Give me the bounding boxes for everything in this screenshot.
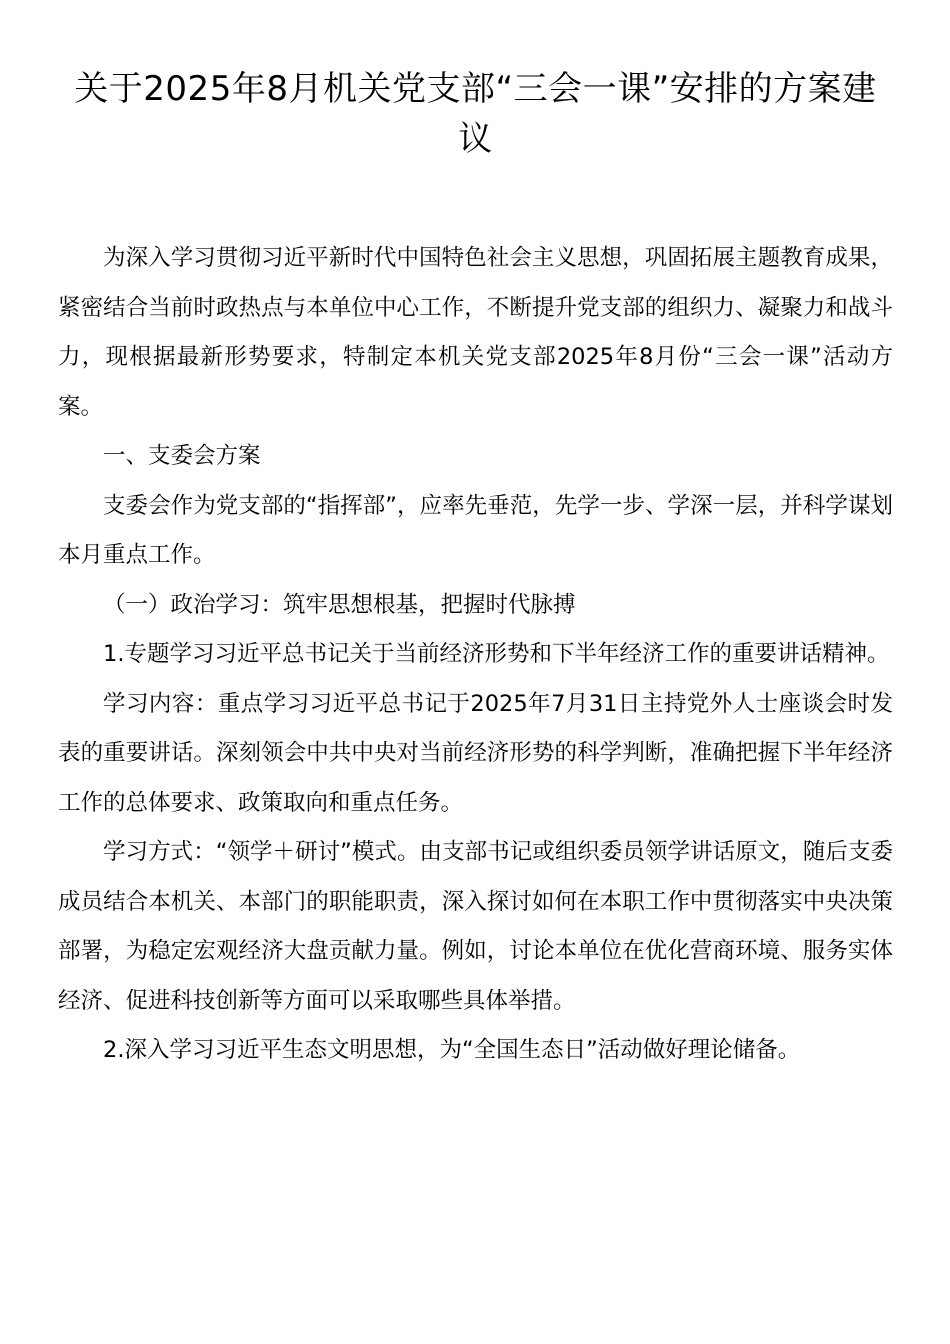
- study-content-paragraph: 学习内容：重点学习习近平总书记于2025年7月31日主持党外人士座谈会时发表的重要讲话。深刻领会中共中央对当前经济形势的科学判断，准确把握下半年经济工作的总体要求、政策取向和重点任务。: [58, 690, 893, 816]
- study-method-paragraph: 学习方式：“领学＋研讨”模式。由支部书记或组织委员领学讲话原文，随后支委成员结合本机关、本部门的职能职责，深入探讨如何在本职工作中贯彻落实中央决策部署，为稳定宏观经济大盘贡献力量。例如，讨论本单位在优化营商环境、服务实体经济、促进科技创新等方面可以采取哪些具体举措。: [58, 839, 893, 1014]
- document-title: 关于2025年8月机关党支部“三会一课”安排的方案建议: [74, 69, 877, 159]
- item-heading: 1.专题学习习近平总书记关于当前经济形势和下半年经济工作的重要讲话精神。: [103, 641, 890, 667]
- document-body: [58, 234, 893, 1076]
- document-page: [58, 64, 893, 1076]
- item-heading: 2.深入学习习近平生态文明思想，为“全国生态日”活动做好理论储备。: [103, 1037, 801, 1063]
- section-heading: 一、支委会方案: [103, 443, 261, 469]
- subsection-heading: （一）政治学习：筑牢思想根基，把握时代脉搏: [103, 591, 576, 618]
- intro-paragraph: 为深入学习贯彻习近平新时代中国特色社会主义思想，巩固拓展主题教育成果，紧密结合当前时政热点与本单位中心工作，不断提升党支部的组织力、凝聚力和战斗力，现根据最新形势要求，特制定本机关党支部2025年8月份“三会一课”活动方案。: [58, 245, 893, 420]
- section-paragraph: 支委会作为党支部的“指挥部”，应率先垂范，先学一步、学深一层，并科学谋划本月重点工作。: [58, 492, 893, 568]
